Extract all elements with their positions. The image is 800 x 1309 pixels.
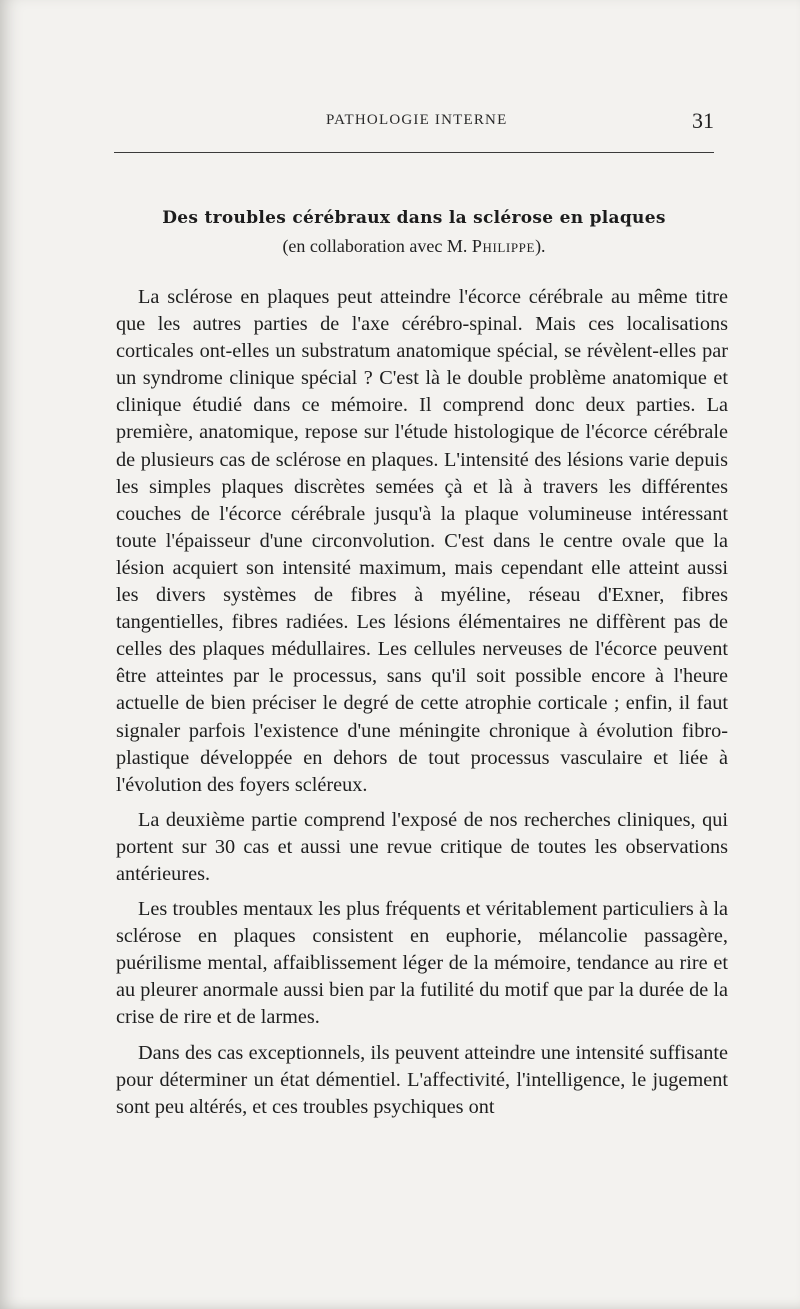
paragraph-mental-troubles: Les troubles mentaux les plus fréquents et véritablement particuliers à la sclérose en plaques consistent en euphorie, mélancolie passagère, puérilisme mental, affaiblissement léger de la mémoire, tendance au rire et au pleurer anormale aussi bien par la futilité du motif que par la durée de la crise de rire et de larmes.: [116, 898, 728, 1029]
section-subtitle: [114, 236, 714, 257]
page-number: 31: [692, 108, 714, 133]
paragraph-exceptional-cases: Dans des cas exceptionnels, ils peuvent atteindre une intensité suffisante pour déterminer un état démentiel. L'affectivité, l'intelligence, le jugement sont peu altérés, et ces troubles psychiques ont: [116, 1041, 728, 1118]
subtitle-suffix: ).: [535, 236, 546, 256]
subtitle-prefix: (en collaboration avec M.: [282, 236, 472, 256]
section-title: Des troubles cérébraux dans la sclérose en plaques: [162, 208, 666, 228]
running-title: PATHOLOGIE INTERNE: [326, 112, 508, 128]
body-text: [116, 284, 728, 1121]
paragraph-clinical: La deuxième partie comprend l'exposé de nos recherches cliniques, qui portent sur 30 cas et aussi une revue critique de toutes les observations antérieures.: [116, 808, 728, 885]
collaborator-name: Philippe: [471, 236, 536, 256]
running-head: [114, 110, 714, 140]
header-rule: [114, 152, 714, 153]
paragraph-anatomy: La sclérose en plaques peut atteindre l'écorce cérébrale au même titre que les autres parties de l'axe cérébro-spinal. Mais ces localisations corticales ont-elles un substratum anatomique spécial, se révèlent-elles par un syndrome clinique spécial ? C'est là le double problème anatomique et clinique étudié dans ce mémoire. Il comprend donc deux parties. La première, anatomique, repose sur l'étude histologique de l'écorce cérébrale de plusieurs cas de sclérose en plaques. L'intensité des lésions varie depuis les simples plaques discrètes semées çà et là à travers les différentes couches de l'écorce cérébrale jusqu'à la plaque volumineuse intéressant toute l'épaisseur d'une circonvolution. C'est dans le centre ovale que la lésion acquiert son intensité maximum, mais cependant elle atteint aussi les divers systèmes de fibres à myéline, réseau d'Exner, fibres tangentielles, fibres radiées. Les lésions élémentaires ne diffèrent pas de celles des plaques médullaires. Les cellules nerveuses de l'écorce peuvent être atteintes par le processus, sans qu'il soit possible encore à l'heure actuelle de bien préciser le degré de cette atrophie corticale ; enfin, il faut signaler parfois l'existence d'une méningite chronique à évolution fibro-plastique développée en dehors de tout processus vasculaire et liée à l'évolution des foyers scléreux.: [116, 286, 728, 796]
